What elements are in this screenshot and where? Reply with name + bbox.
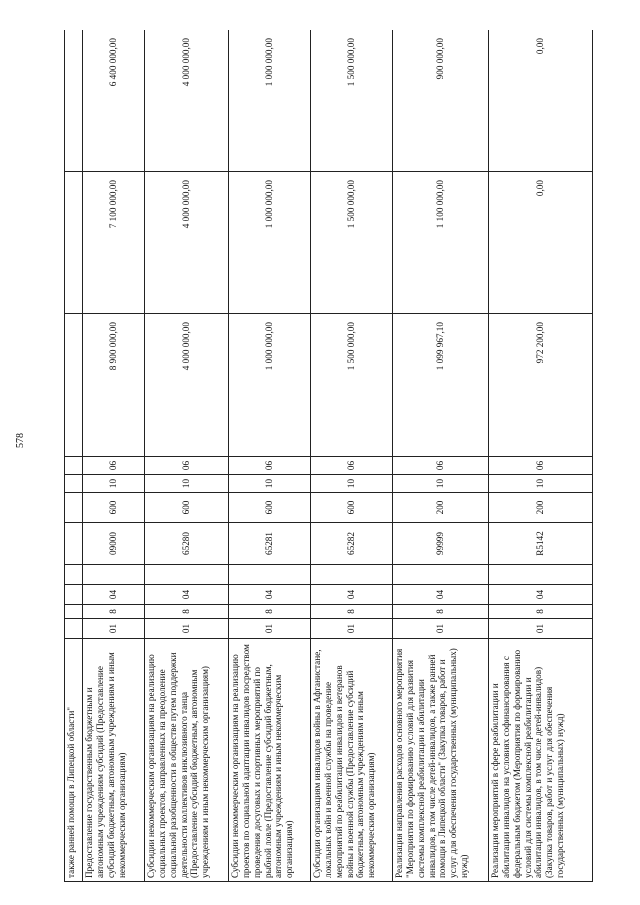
cell-vr: 600 — [311, 493, 393, 523]
row-name: Субсидии организациям инвалидов войны в Афганистане, локальных войн и военной службы на проведение мероприятий по реабилитации инвалидов и ветеранов войны и военной службы (Предоставление субсидий бюджетным, автономным учреждениям и иным некоммерческим организациям) — [311, 639, 393, 882]
cell-rz: 8 — [145, 605, 229, 619]
cell-amount-year1: 8 900 000,00 — [83, 314, 145, 457]
cell-csr-prefix — [393, 565, 489, 585]
cell-amount-year1: 1 000 000,00 — [229, 314, 311, 457]
cell-amount-year3: 4 000 000,00 — [145, 30, 229, 172]
cell-amount-year3: 1 500 000,00 — [311, 30, 393, 172]
cell-amount-year1 — [65, 314, 83, 457]
cell-vr: 200 — [393, 493, 489, 523]
row-name: также ранней помощи в Липецкой области" — [65, 639, 83, 882]
cell-vr — [65, 493, 83, 523]
cell-gr: 01 — [83, 619, 145, 639]
cell-csr-prefix — [145, 565, 229, 585]
cell-rz: 8 — [489, 605, 593, 619]
cell-csr: R5142 — [489, 523, 593, 565]
cell-pr: 04 — [311, 585, 393, 605]
cell-section: 10 — [311, 475, 393, 493]
cell-rz: 8 — [229, 605, 311, 619]
cell-section: 10 — [393, 475, 489, 493]
cell-amount-year2: 1 100 000,00 — [393, 172, 489, 314]
cell-amount-year2: 0,00 — [489, 172, 593, 314]
table-row — [83, 30, 145, 882]
cell-pr: 04 — [229, 585, 311, 605]
cell-subsection: 06 — [311, 457, 393, 475]
cell-amount-year2: 4 000 000,00 — [145, 172, 229, 314]
cell-section — [65, 475, 83, 493]
cell-pr: 04 — [145, 585, 229, 605]
cell-amount-year3: 900 000,00 — [393, 30, 489, 172]
cell-subsection — [65, 457, 83, 475]
row-name: Предоставление государственным бюджетным и автономным учреждениям субсидий (Предоставление субсидий бюджетным, автономным учреждениям и иным некоммерческим организациям) — [83, 639, 145, 882]
cell-csr: 65281 — [229, 523, 311, 565]
cell-pr: 04 — [83, 585, 145, 605]
cell-gr: 01 — [393, 619, 489, 639]
cell-subsection: 06 — [229, 457, 311, 475]
page-number: 578 — [14, 432, 26, 448]
cell-vr: 200 — [489, 493, 593, 523]
cell-subsection: 06 — [489, 457, 593, 475]
cell-csr — [65, 523, 83, 565]
table-row — [311, 30, 393, 882]
cell-gr: 01 — [489, 619, 593, 639]
table-body — [65, 30, 593, 882]
cell-amount-year3: 6 400 000,00 — [83, 30, 145, 172]
cell-pr — [65, 585, 83, 605]
cell-rz: 8 — [83, 605, 145, 619]
cell-section: 10 — [229, 475, 311, 493]
cell-csr-prefix — [311, 565, 393, 585]
cell-vr: 600 — [145, 493, 229, 523]
cell-section: 10 — [489, 475, 593, 493]
cell-amount-year1: 4 000 000,00 — [145, 314, 229, 457]
cell-vr: 600 — [83, 493, 145, 523]
cell-gr: 01 — [145, 619, 229, 639]
table-row — [65, 30, 83, 882]
cell-pr: 04 — [489, 585, 593, 605]
cell-pr: 04 — [393, 585, 489, 605]
cell-amount-year1: 1 500 000,00 — [311, 314, 393, 457]
table-row — [229, 30, 311, 882]
table-row — [489, 30, 593, 882]
cell-gr: 01 — [311, 619, 393, 639]
cell-amount-year2: 7 100 000,00 — [83, 172, 145, 314]
budget-table — [64, 30, 593, 882]
table-row — [145, 30, 229, 882]
cell-rz: 8 — [311, 605, 393, 619]
cell-section: 10 — [145, 475, 229, 493]
cell-amount-year1: 1 099 967,10 — [393, 314, 489, 457]
cell-gr: 01 — [229, 619, 311, 639]
cell-csr-prefix — [489, 565, 593, 585]
cell-csr: 65280 — [145, 523, 229, 565]
cell-csr-prefix — [65, 565, 83, 585]
cell-amount-year2 — [65, 172, 83, 314]
cell-rz: 8 — [393, 605, 489, 619]
row-name: Субсидии некоммерческим организациям на реализацию проектов по социальной адаптации инвалидов посредством проведения досуговых и спортивных мероприятий по рыбной ловле (Предоставление субсидий бюджетным, автономным учреждениям и иным некоммерческим организациям) — [229, 639, 311, 882]
cell-amount-year3 — [65, 30, 83, 172]
row-name: Реализация направления расходов основного мероприятия "Мероприятия по формированию условий для развития системы комплексной реабилитации и абилитации инвалидов, в том числе детей-инвалидов, а также ранней помощи в Липецкой области" (Закупка товаров, работ и услуг для обеспечения государственных (муниципальных) нужд) — [393, 639, 489, 882]
row-name: Субсидии некоммерческим организациям на реализацию социальных проектов, направленных на преодоление социальной разобщенности в обществе путем поддержки деятельности коллективов инклюзивного танца (Предоставление субсидий бюджетным, автономным учреждениям и иным некоммерческим организациям) — [145, 639, 229, 882]
cell-gr — [65, 619, 83, 639]
cell-amount-year2: 1 500 000,00 — [311, 172, 393, 314]
row-name: Реализация мероприятий в сфере реабилитации и абилитации инвалидов на условиях софинансирования с федеральным бюджетом (Мероприятия по формированию условий для системы комплексной реабилитации и абилитации инвалидов, в том числе детей-инвалидов) (Закупка товаров, работ и услуг для обеспечения государственных (муниципальных) нужд) — [489, 639, 593, 882]
cell-csr-prefix — [83, 565, 145, 585]
cell-subsection: 06 — [83, 457, 145, 475]
budget-table-container — [64, 30, 596, 882]
cell-amount-year3: 0,00 — [489, 30, 593, 172]
cell-vr: 600 — [229, 493, 311, 523]
cell-csr: 09000 — [83, 523, 145, 565]
cell-amount-year3: 1 000 000,00 — [229, 30, 311, 172]
cell-amount-year1: 972 200,00 — [489, 314, 593, 457]
cell-section: 10 — [83, 475, 145, 493]
table-row — [393, 30, 489, 882]
cell-amount-year2: 1 000 000,00 — [229, 172, 311, 314]
cell-rz — [65, 605, 83, 619]
cell-csr: 99999 — [393, 523, 489, 565]
cell-subsection: 06 — [145, 457, 229, 475]
cell-csr-prefix — [229, 565, 311, 585]
cell-subsection: 06 — [393, 457, 489, 475]
cell-csr: 65282 — [311, 523, 393, 565]
